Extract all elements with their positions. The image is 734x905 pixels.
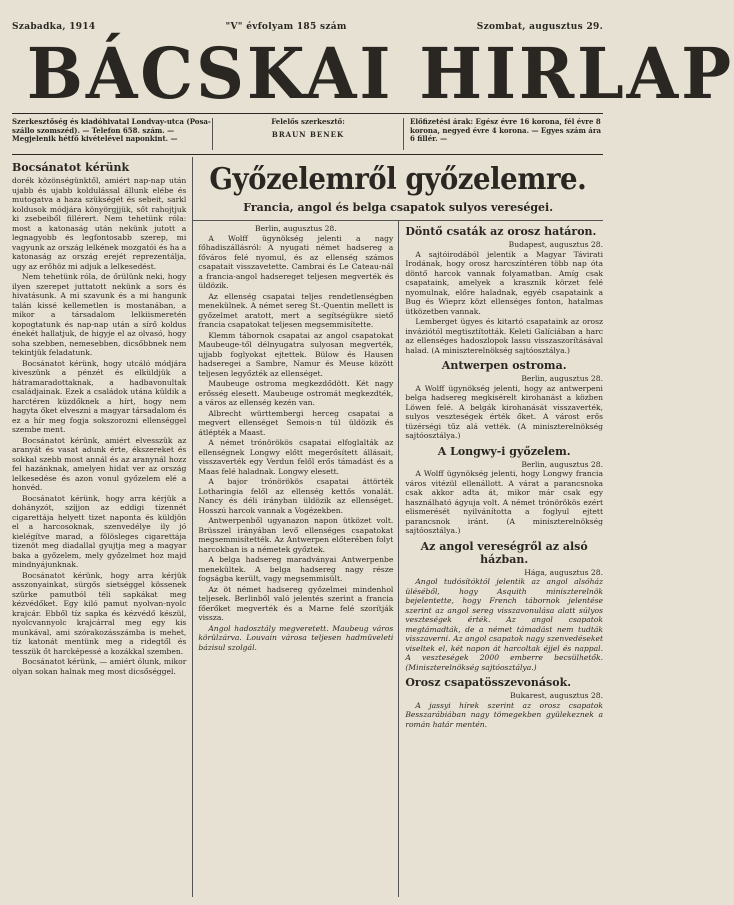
news-italic-text: Angol hadosztály megveretett. Maubeug város körülzárva. Louvain városa teljesen hadmüveleti bázisul szolgál. [198,623,394,652]
news-paragraph [198,624,393,653]
western-front-column [193,221,399,897]
editorial-paragraph: Bocsánatot kérünk, hogy utcáló módjára kiveszünk a pénzét és elküldjük a hátramaradottaknak, a hadbavonultak családjainak. Ezek a családok utána küldik a harctéren küzdőknek a hírt, hogy nem hagyta őket elveszni a magyar társadalom és ez a hír meg fogja sokszorozni ellenséggel szembe ment. [12,358,187,434]
editorial-paragraph: Bocsánatot kérünk, — amiért ólunk, mikor olyan sokan halnak meg most dicsőséggel. [12,657,187,676]
news-paragraph: Antwerpenből ugyanazon napon ütközet volt. Brüsszel irányában levő ellenséges csapatokat megsemmisítették. Az Antwerpen előterében folyt harcokban is a németek győztek. [198,516,394,554]
dateline: Bukarest, augusztus 28. [510,691,603,700]
article-heading: Az angol vereségről az alsó házban. [420,539,588,566]
article-heading: Antwerpen ostroma. [441,359,567,372]
office-info: Szerkesztőség és kiadóhivatal Londvay-utca (Posa-szállo szomszéd). — Telefon 658. szám. — Megjelenik hétfő kivételével naponkint. — [12,117,211,143]
news-paragraph [405,577,603,672]
subscription-prices: Előfizetési árak: Egész évre 16 korona, fél évre 8 korona, negyed évre 4 korona. — Egyes szám ára 6 fillér. — [410,117,602,143]
news-paragraph: Klemm tábornok csapatai az angol csapatokat Maubeuge-től délnyugatra sulyosan megverték, ujjabb foglyokat ejtettek. Bülow és Hausen hadseregei a Sambre, Namur és Meuse között teljesen legyőzték az ellenséget. [198,330,394,378]
news-briefs-column [399,221,603,897]
editorial-paragraph: Bocsánatot kérünk, hogy arra kérjük a dohányzót, szíjjon az eddigi tízennét cigarettája helyett tizet naponta és küldjön el a harcosoknak, szenvedélye ily jó kielégítve marad, a fölösleges cigarettája tizenöt meg diadallal gyujtja meg a magyar baka a győzelem, mely győzelmet hoz majd mindnyájunknak. [12,493,187,569]
info-rule [12,154,603,155]
dateline: Berlin, augusztus 28. [254,224,337,233]
article-heading: Orosz csapatösszevonások. [405,676,572,689]
issue-line [12,0,603,33]
war-news-block [193,157,603,897]
editorial-paragraph: Nem tehetünk róla, de őrülünk neki, hogy ilyen szerepet juttatott nekünk a sors és hivatásunk. A mi szavunk és a mi hangunk talán kissé kellemetlen is mostanában, a mikor a társadalom lelkiismeretén kopogtatunk és nap-nap után a sírő koldus énekét hallatjuk, de higyje el az olvasó, hogy soha szebben, nemesebben, dicsőbbnek nem tekintjük feladatunk. [12,272,187,357]
article-heading: Döntő csaták az orosz határon. [405,225,597,238]
dateline: Berlin, augusztus 28. [521,459,603,469]
news-paragraph: A bajor trónörökös csapatai áttörték Lotharingia felől az ellenség kettős vonalát. Nancy és déli irányban üldözik az ellenséget. Hosszú harcok vannak a Vogézekben. [198,477,394,515]
news-italic-text: Angol tudósítóktól jelentik az angol alsóház üléséből, hogy Asquith miniszterelnök bejelentette, hogy French tábornok jelentése szerint az angol sereg visszavonulása alatt súlyos veszteségek érték. Az angol csapatok megtámadták, de a német támadást nem tudták visszaverni. Az angol csapatok nagy szenvedéseket viseltek el, két napon át harcoltak éjjel és nappal. A veszteségek 2000 emberre becsülhetők. (Miniszterelnökség sajtóosztálya.) [405,577,603,672]
dateline: Budapest, augusztus 28. [508,240,603,249]
war-news-columns [193,221,603,897]
news-paragraph: A Wolff ügynökség jelenti a nagy főhadiszállásról: A nyugati német hadsereg a főváros felé nyomul, és az ellenség számos csapatait visszavetette. Cambrai és Le Cateau-nál a francia-angol hadsereget teljesen megverték és üldözik. [198,233,394,290]
news-paragraph: Az öt német hadsereg győzelmei mindenhol teljesek. Berlinből való jelentés szerint a francia főerőket megverték és a Marne felé szorítják vissza. [198,584,394,622]
editor-label: Felelős szerkesztő: [271,117,345,126]
editor-name: BRAUN BENEK [271,129,345,139]
news-paragraph: Albrecht württembergi herceg csapatai a megvert ellenséget Semois-n túl üldözik és átlépték a Maast. [198,408,394,437]
editorial-heading: Bocsánatot kérünk [12,161,130,174]
news-paragraph: A Wolff ügynökség jelenti, hogy az antwerpeni belga hadsereg megkisérelt kirohanást a közben Löwen felé. A belgák kirohanását visszaverték, sulyos veszteségek érték őket. A várost erős tüzérségi tűz alá vették. (A miniszterelnökség sajtóosztálya.) [405,383,603,440]
dateline: Berlin, augusztus 28. [521,374,603,383]
article-heading: A Longwy-i győzelem. [437,444,571,458]
article-columns [12,157,603,897]
news-paragraph: A Wolff ügynökség jelenti, hogy Longwy francia város vitézül ellenállott. A várat a parancsnoka csak akkor adta át, mikor már csak egy használható ágyuja volt. A német trónörökös ezért elismerését nyilvánította a foglyul ejtett parancsnok iránt. (A miniszterelnökség sajtóosztálya.) [405,469,603,535]
editorial-paragraph: dorék közönségünktől, amiért nap-nap után ujabb és ujabb koldulással állunk elébe és mutogatva a haza szükségét és sebeit, sarkl koldusok módjára könyörgjjük, sőt rahojtjuk ki zsebeiből fillérert. Nem tehetünk róla: most a katonaság után nekünk jutott a legnagyobb és legfontosabb szerep, mi vagyunk az ország lelkének mozgatói és ha a katonaság az ország erejét reprezentálja, ugy az erőhöz mi adjuk a lelkesedést. [12,176,187,271]
issue-place-year: Szabadka, 1914 [12,22,96,32]
news-paragraph: A belga hadsereg maradványai Antwerpenbe menekültek. A belga hadsereg nagy része fogságba került, vagy megsemmisült. [198,555,394,583]
editorial-column [12,157,193,897]
dateline: Hága, augusztus 28. [524,567,603,577]
news-paragraph: Lemberget ügyes és kitartó csapataink az orosz inváziótól megtisztították. Keleti Galíciában a harc az ellenséges hadoszlopok lassu visszaszorításával halad. (A miniszterelnökség sajtóosztálya.) [405,317,603,355]
main-subheadline: Francia, angol és belga csapatok sulyos vereségei. [193,197,603,221]
publisher-info [12,114,603,154]
news-italic-text: A jassyi hírek szerint az orosz csapatok Besszarábiában nagy tömegekben gyülekeznek a román határ mentén. [405,700,603,729]
editorial-paragraph: Bocsánatot kérünk, amiért elvesszük az aranyát és vasat adunk érte, ékszereket és sokkal szebb most annál és az aranynál hozz fel hazánknak, amelyen hidat ver az ország lelkesedése és azon vonul győzelem elé a honvéd. [12,435,187,492]
main-headline: Győzelemről győzelemre. [209,162,587,197]
news-paragraph: A német trónörökös csapatai elfoglalták az ellenségnek Longwy előtt megerősített állásait, visszaverték egy Verdun felől erős támadást és a Maas felé haladnak. Longwy elesett. [198,438,394,476]
masthead-title: BÁCSKAI HIRLAP [26,32,734,115]
editor-box [212,118,404,150]
news-paragraph: A sajtóirodából jelentik a Magyar Távirati Irodának, hogy orosz harcszíntéren több nap óta döntő harcok vannak folyamatban. Amíg csak csapataink, amelyek a krasznik körzet felé nyomulnak, előre haladnak, egyéb csapataink a Bug és Wieprz közt ellenséges fonton, hatalmas ütközetben vannak. [405,249,603,316]
editorial-paragraph: Bocsánatot kérünk, hogy arra kérjük asszonyainkat, sürgős sietséggel kössenek szürke pamutból téli sapkákat meg kézvédőket. Egy kiló pamut nyolvan-nyolc krajcár. Ebből tíz sapka és kézvédő készül, nyolcvannyolc krajcárral meg egy kis munkával, ami szórakozásszámba is mehet, tíz katonát mentünk meg a ridegtől és tesszük őt harcképessé a kozákkal szemben. [12,570,187,656]
news-paragraph [405,701,603,730]
news-paragraph: Maubeuge ostroma megkezdődött. Két nagy erősség elesett. Maubeuge ostromát megkezdték, a város az ellenség kezén van. [198,379,394,407]
issue-volume: "V" évfolyam 185 szám [225,22,347,32]
issue-date: Szombat, augusztus 29. [476,22,603,32]
news-paragraph: Az ellenség csapatai teljes rendetlenségben menekülnek. A német sereg St.-Quentin mellett is győzelmet aratott, mert a segítségükre siető francia csapatokat teljesen megsemmisítette. [198,291,394,329]
